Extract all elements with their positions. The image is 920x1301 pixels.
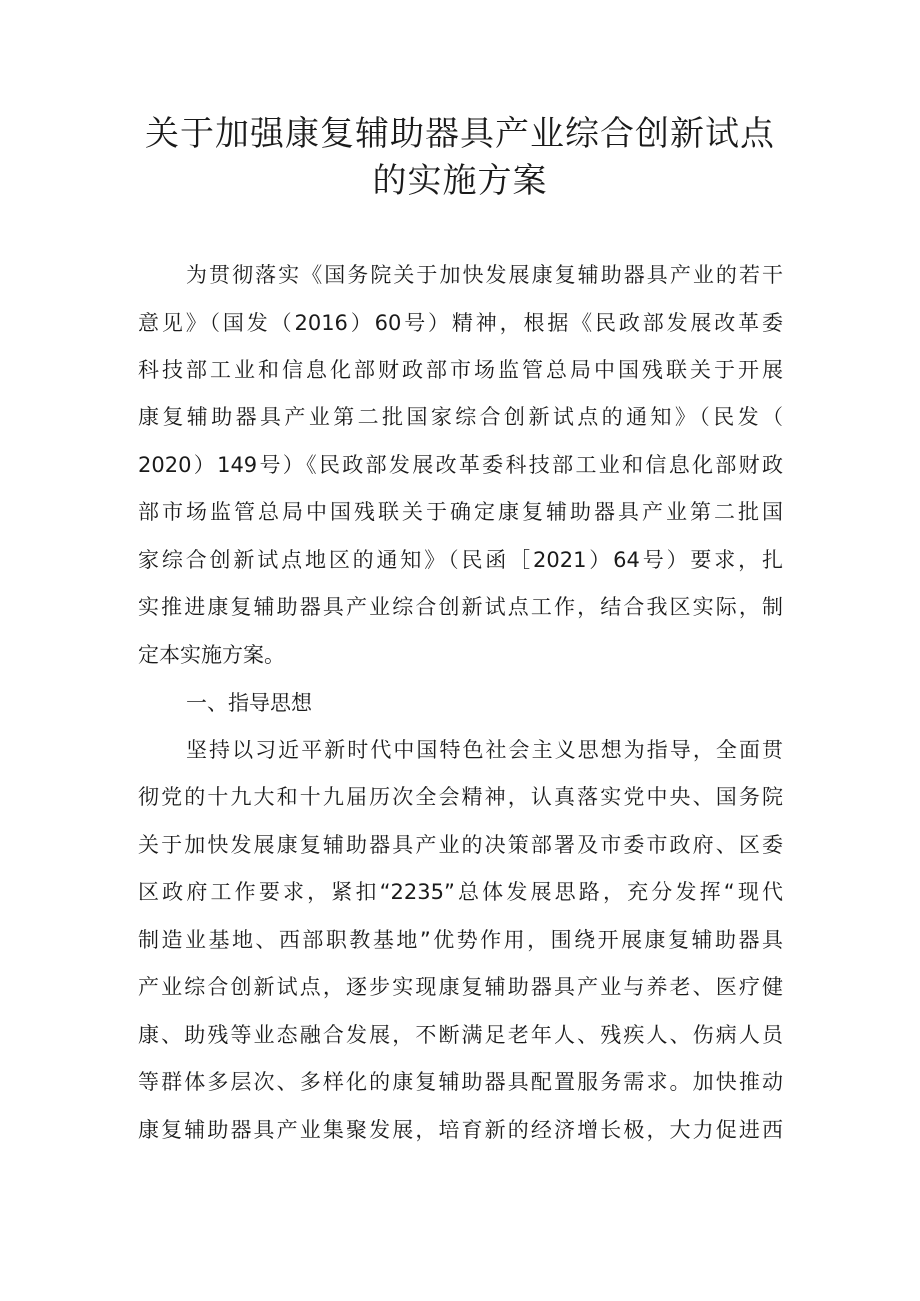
paragraph-line: 意见》（国发（2016）60号）精神，根据《民政部发展改革委 [138,311,783,335]
paragraph-line: 2020）149号）《民政部发展改革委科技部工业和信息化部财政 [138,453,783,477]
section-heading: 一、指导思想 [186,691,312,715]
paragraph-line: 康、助残等业态融合发展，不断满足老年人、残疾人、伤病人员 [138,1023,783,1047]
paragraph-line: 实推进康复辅助器具产业综合创新试点工作，结合我区实际，制 [138,595,783,619]
paragraph-line: 制造业基地、西部职教基地”优势作用，围绕开展康复辅助器具 [138,928,783,952]
paragraph-line: 科技部工业和信息化部财政部市场监管总局中国残联关于开展 [138,358,783,382]
paragraph-line: 关于加快发展康复辅助器具产业的决策部署及市委市政府、区委 [138,833,783,857]
paragraph-line: 康复辅助器具产业集聚发展，培育新的经济增长极，大力促进西 [138,1118,783,1142]
paragraph-line: 彻党的十九大和十九届历次全会精神，认真落实党中央、国务院 [138,785,783,809]
paragraph-line: 为贯彻落实《国务院关于加快发展康复辅助器具产业的若干 [186,263,783,287]
paragraph-line: 家综合创新试点地区的通知》（民函［2021）64号）要求，扎 [138,548,783,572]
paragraph-line: 产业综合创新试点，逐步实现康复辅助器具产业与养老、医疗健 [138,975,783,999]
document-title-line-2: 的实施方案 [372,161,548,201]
paragraph-line: 康复辅助器具产业第二批国家综合创新试点的通知》（民发（ [138,405,783,429]
paragraph-line: 区政府工作要求，紧扣“2235”总体发展思路，充分发挥“现代 [138,880,783,904]
paragraph-line: 部市场监管总局中国残联关于确定康复辅助器具产业第二批国 [138,500,783,524]
document-title-line-1: 关于加强康复辅助器具产业综合创新试点 [145,114,775,154]
paragraph-line: 坚持以习近平新时代中国特色社会主义思想为指导，全面贯 [186,738,783,762]
paragraph-line: 等群体多层次、多样化的康复辅助器具配置服务需求。加快推动 [138,1070,783,1094]
paragraph-line: 定本实施方案。 [138,643,285,667]
